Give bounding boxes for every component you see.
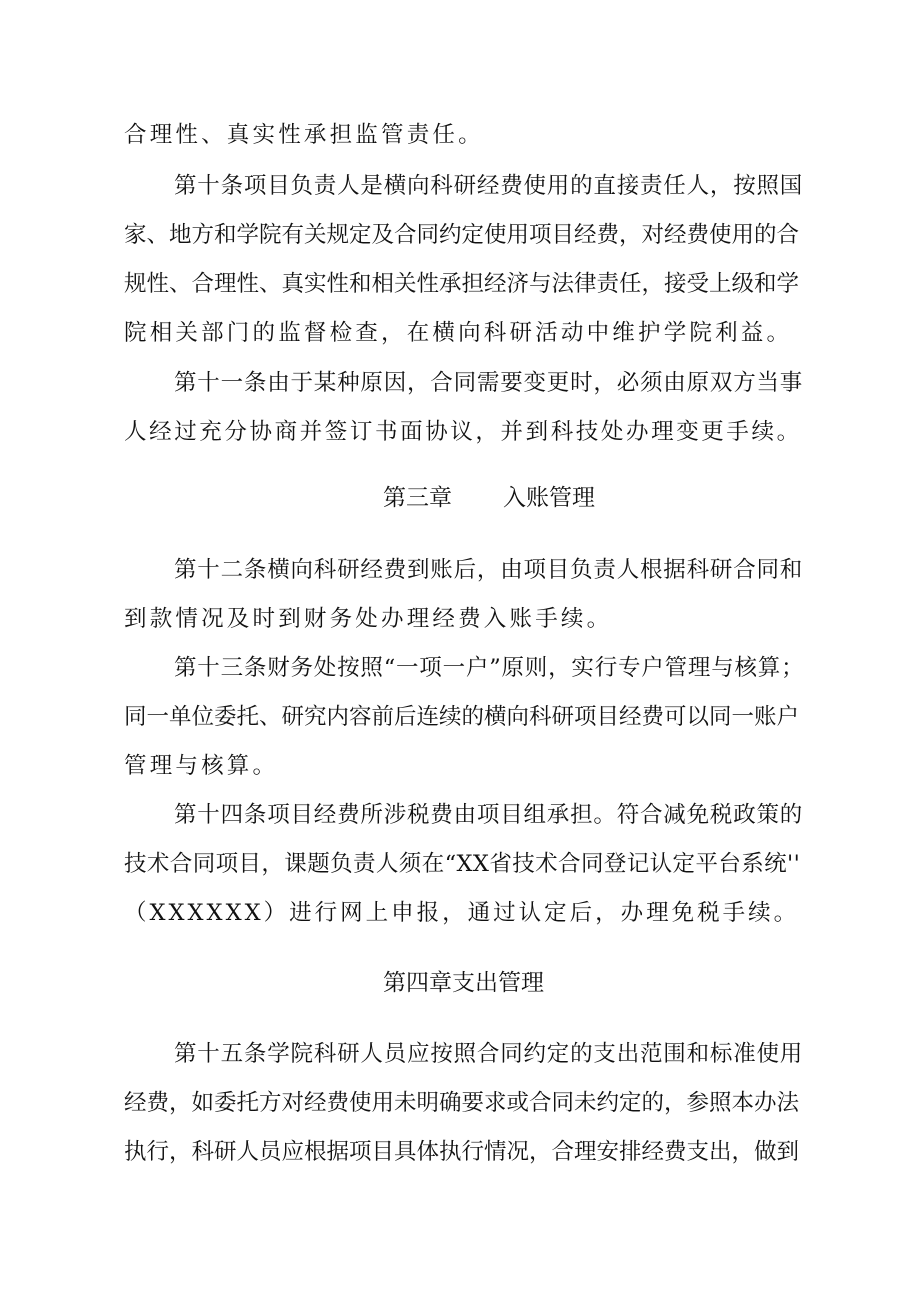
article-12-line-1: 第十二条横向科研经费到账后，由项目负责人根据科研合同和	[174, 557, 804, 583]
article-14-line-1: 第十四条项目经费所涉税费由项目组承担。符合减免税政策的	[174, 802, 804, 828]
chapter-3-number: 第三章	[383, 485, 452, 511]
article-10-line-3: 规性、合理性、真实性和相关性承担经济与法律责任，接受上级和学	[124, 271, 800, 297]
article-14-line-2: 技术合同项目，课题负责人须在“XX省技术合同登记认定平台系统''	[124, 851, 801, 877]
article-13-line-2: 同一单位委托、研究内容前后连续的横向科研项目经费可以同一账户	[124, 704, 800, 730]
chapter-3-title: 入账管理	[503, 485, 595, 511]
article-15-line-3: 执行，科研人员应根据项目具体执行情况，合理安排经费支出，做到	[124, 1139, 800, 1165]
article-11-line-2: 人经过充分协商并签订书面协议，并到科技处办理变更手续。	[124, 419, 802, 445]
article-13-line-3: 管理与核算。	[124, 753, 279, 779]
article-11-line-1: 第十一条由于某种原因，合同需要变更时，必须由原双方当事	[174, 370, 804, 396]
article-15-line-2: 经费，如委托方对经费使用未明确要求或合同未约定的，参照本办法	[124, 1090, 800, 1116]
article-13-line-1: 第十三条财务处按照“一项一户”原则，实行专户管理与核算；	[174, 655, 805, 681]
paragraph-line: 合理性、真实性承担监管责任。	[124, 122, 484, 148]
chapter-4-heading: 第四章支出管理	[383, 970, 544, 996]
article-12-line-2: 到款情况及时到财务处办理经费入账手续。	[124, 606, 613, 632]
article-10-line-1: 第十条项目负责人是横向科研经费使用的直接责任人，按照国	[174, 173, 804, 199]
article-14-line-3: （XXXXXX）进行网上申报，通过认定后，办理免税手续。	[124, 900, 800, 926]
article-10-line-4: 院相关部门的监督检查，在横向科研活动中维护学院利益。	[124, 320, 793, 346]
article-10-line-2: 家、地方和学院有关规定及合同约定使用项目经费，对经费使用的合	[124, 222, 800, 248]
article-15-line-1: 第十五条学院科研人员应按照合同约定的支出范围和标准使用	[174, 1041, 804, 1067]
